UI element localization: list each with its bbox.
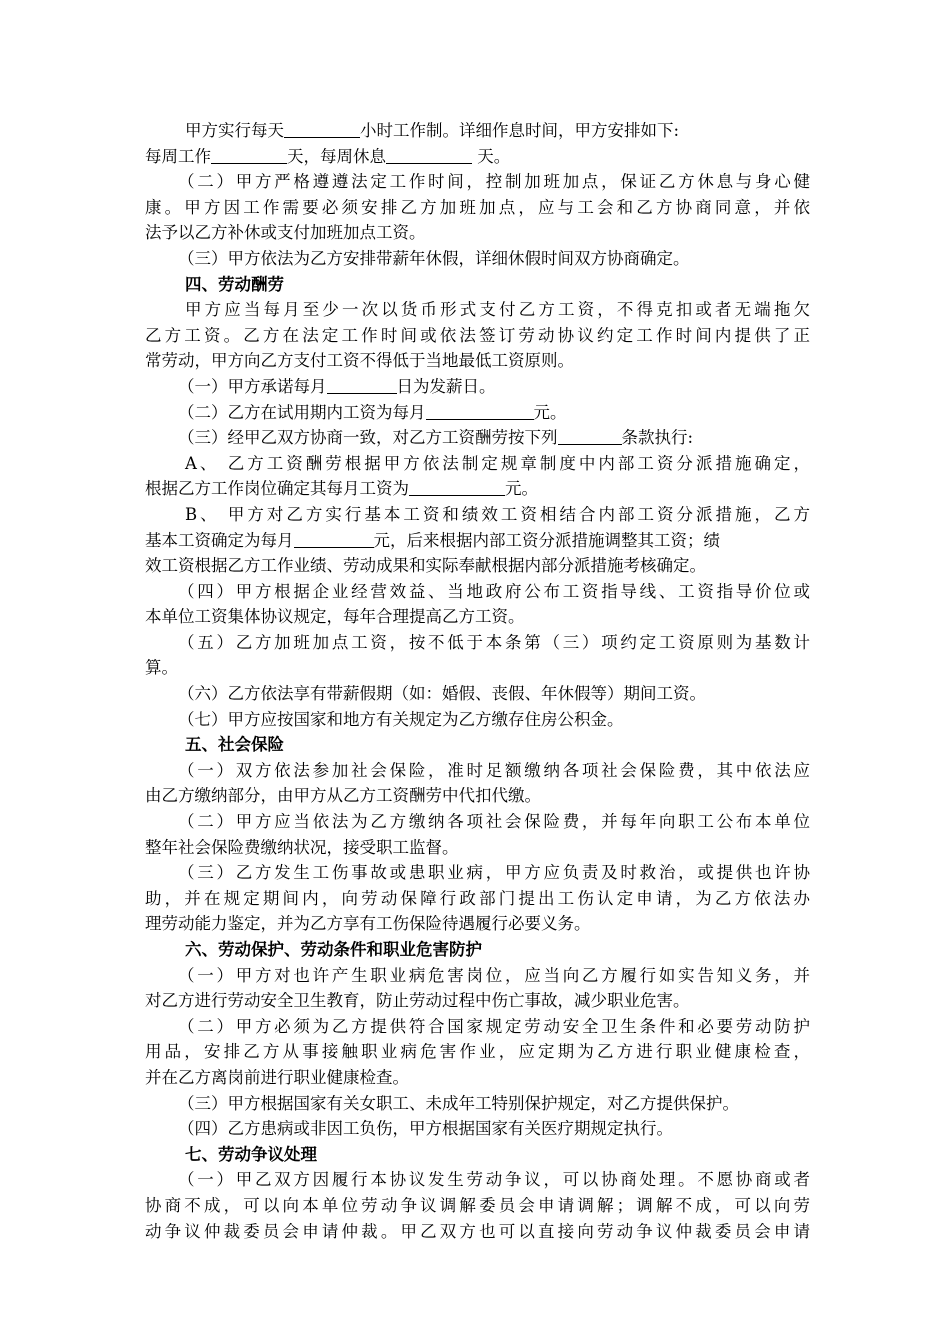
paragraph-line: B、 甲方对乙方实行基本工资和绩效工资相结合内部工资分派措施，乙方 [185, 504, 810, 524]
paragraph-line: 理劳动能力鉴定，并为乙方享有工伤保险待遇履行必要义务。 [145, 914, 591, 934]
paragraph-line: （一）甲方对也许产生职业病危害岗位，应当向乙方履行如实告知义务，并 [178, 965, 810, 985]
paragraph-line: （三）甲方根据国家有关女职工、未成年工特别保护规定，对乙方提供保护。 [178, 1093, 739, 1113]
probation-salary-blank[interactable] [426, 402, 534, 420]
payday-line: （一）甲方承诺每月 日为发薪日。 [178, 376, 496, 396]
paragraph-line: （六）乙方依法享有带薪假期（如：婚假、丧假、年休假等）期间工资。 [178, 684, 706, 704]
monthly-salary-line: 根据乙方工作岗位确定其每月工资为 元。 [145, 479, 538, 499]
hours-blank[interactable] [284, 120, 360, 138]
paragraph-line: 并在乙方离岗前进行职业健康检查。 [145, 1067, 409, 1087]
paragraph-line: 甲方应当每月至少一次以货币形式支付乙方工资，不得克扣或者无端拖欠 [185, 300, 810, 320]
probation-salary-line: （二）乙方在试用期内工资为每月 元。 [178, 402, 567, 422]
work-days-blank[interactable] [211, 146, 287, 164]
paragraph-line: 法予以乙方补休或支付加班加点工资。 [145, 223, 426, 243]
paragraph-line: （三）乙方发生工伤事故或患职业病，甲方应负责及时救治，或提供也许协 [178, 863, 810, 883]
salary-clause-line: （三）经甲乙双方协商一致，对乙方工资酬劳按下列 条款执行: [178, 428, 694, 448]
section-heading-4: 四、劳动酬劳 [185, 274, 284, 294]
paragraph-line: 由乙方缴纳部分，由甲方从乙方工资酬劳中代扣代缴。 [145, 786, 541, 806]
paragraph-line: （二）甲方应当依法为乙方缴纳各项社会保险费，并每年向职工公布本单位 [178, 812, 810, 832]
paragraph-line: 常劳动，甲方向乙方支付工资不得低于当地最低工资原则。 [145, 351, 574, 371]
paragraph-line: 协商不成，可以向本单位劳动争议调解委员会申请调解；调解不成，可以向劳 [145, 1195, 810, 1215]
paragraph-line: （五）乙方加班加点工资，按不低于本条第（三）项约定工资原则为基数计 [178, 632, 810, 652]
work-days-line: 每周工作 天，每周休息 天。 [145, 146, 511, 166]
paragraph-line: （一）双方依法参加社会保险，准时足额缴纳各项社会保险费，其中依法应 [178, 760, 810, 780]
payday-blank[interactable] [327, 376, 397, 394]
document-page [145, 118, 810, 1244]
paragraph-line: 动争议仲裁委员会申请仲裁。甲乙双方也可以直接向劳动争议仲裁委员会申请 [145, 1221, 810, 1241]
paragraph-line: （四）甲方根据企业经营效益、当地政府公布工资指导线、工资指导价位或 [178, 581, 810, 601]
base-salary-blank[interactable] [294, 530, 374, 548]
paragraph-line: （二）甲方必须为乙方提供符合国家规定劳动安全卫生条件和必要劳动防护 [178, 1016, 810, 1036]
base-salary-line: 基本工资确定为每月 元，后来根据内部工资分派措施调整其工资；绩 [145, 530, 720, 550]
paragraph-line: 用品，安排乙方从事接触职业病危害作业，应定期为乙方进行职业健康检查， [145, 1042, 810, 1062]
paragraph-line: （四）乙方患病或非因工负伤，甲方根据国家有关医疗期规定执行。 [178, 1119, 673, 1139]
section-heading-7: 七、劳动争议处理 [185, 1144, 317, 1164]
paragraph-line: 整年社会保险费缴纳状况，接受职工监督。 [145, 837, 459, 857]
rest-days-blank[interactable] [386, 146, 472, 164]
monthly-salary-blank[interactable] [409, 478, 505, 496]
section-heading-5: 五、社会保险 [185, 735, 284, 755]
paragraph-line: （七）甲方应按国家和地方有关规定为乙方缴存住房公积金。 [178, 709, 624, 729]
paragraph-line: 助，并在规定期间内，向劳动保障行政部门提出工伤认定申请，为乙方依法办 [145, 888, 810, 908]
paragraph-line: 康。甲方因工作需要必须安排乙方加班加点，应与工会和乙方协商同意，并依 [145, 197, 810, 217]
paragraph-line: 乙方工资。乙方在法定工作时间或依法签订劳动协议约定工作时间内提供了正 [145, 325, 810, 345]
clause-blank[interactable] [558, 427, 622, 445]
work-hours-line: 甲方实行每天 小时工作制。详细作息时间，甲方安排如下: [185, 121, 680, 140]
paragraph-line: 效工资根据乙方工作业绩、劳动成果和实际奉献根据内部分派措施考核确定。 [145, 556, 706, 576]
paragraph-line: （二）甲方严格遵遵法定工作时间，控制加班加点，保证乙方休息与身心健 [178, 172, 810, 192]
paragraph-line: （一）甲乙双方因履行本协议发生劳动争议，可以协商处理。不愿协商或者 [178, 1170, 810, 1190]
paragraph-line: A、 乙方工资酬劳根据甲方依法制定规章制度中内部工资分派措施确定， [185, 453, 810, 473]
paragraph-line: 本单位工资集体协议规定，每年合理提高乙方工资。 [145, 607, 525, 627]
paragraph-line: 算。 [145, 658, 178, 678]
paragraph-line: 对乙方进行劳动安全卫生教育，防止劳动过程中伤亡事故，减少职业危害。 [145, 991, 690, 1011]
section-heading-6: 六、劳动保护、劳动条件和职业危害防护 [185, 940, 482, 959]
paragraph-line: （三）甲方依法为乙方安排带薪年休假，详细休假时间双方协商确定。 [178, 248, 690, 268]
